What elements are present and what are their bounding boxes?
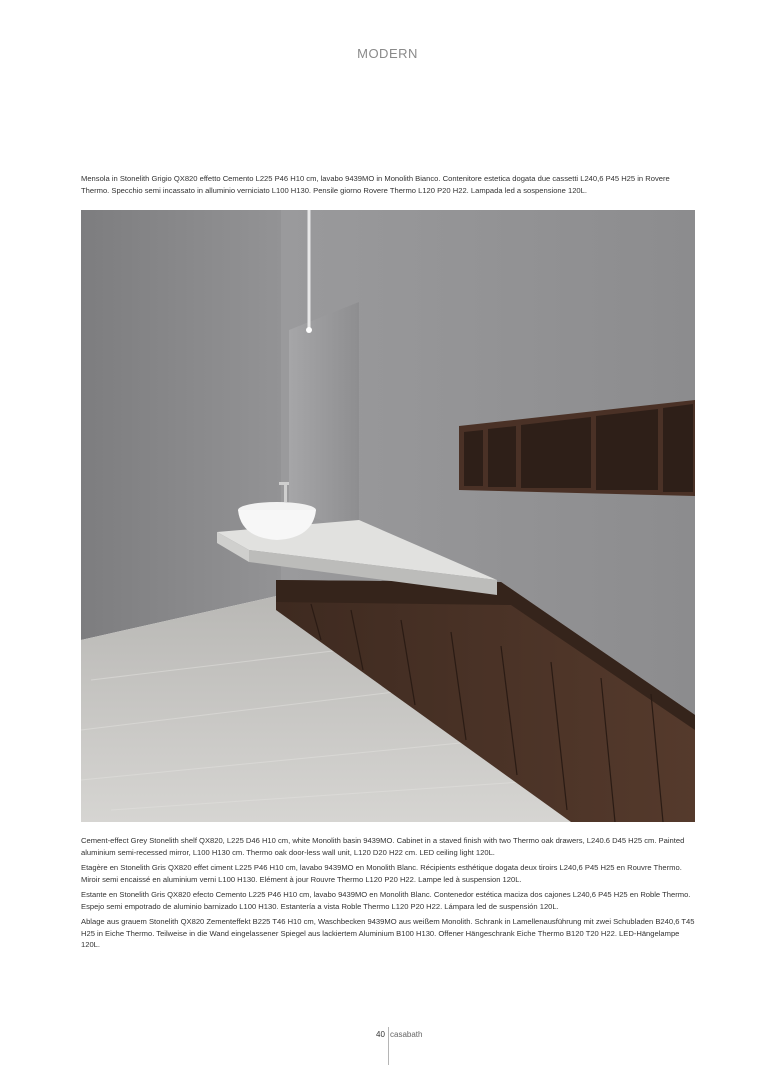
caption-spanish: Estante en Stonelith Gris QX820 efecto Cemento L225 P46 H10 cm, lavabo 9439MO en Monolith Blanc. Contenedor estética maciza dos cajones L240,6 P45 H25 en Roble Thermo. Espejo semi empotrado de aluminio barnizado L100 H130. Estantería a vista Roble Thermo L120 P20 H22. Lámpara led de suspensión 120L. bbox=[81, 890, 691, 911]
caption-english: Cement-effect Grey Stonelith shelf QX820, L225 D46 H10 cm, white Monolith basin 9439MO. Cabinet in a staved finish with two Thermo oak drawers, L240.6 D45 H25 cm. Painted aluminium semi-recessed mirror, L100 H130 cm. Thermo oak door-less wall unit, L120 D20 H22 cm. LED ceiling light 120L. bbox=[81, 836, 685, 857]
page-footer bbox=[0, 1027, 775, 1065]
caption-french: Etagère en Stonelith Gris QX820 effet ciment L225 P46 H10 cm, lavabo 9439MO en Monolith Blanc. Récipients esthétique dogata deux tiroirs L240,6 P45 H25 en Rouvre Thermo. Miroir semi encaissé en aluminium verni L100 H130. Elément à jour Rouvre Thermo L120 P20 H22. Lampe led à suspension 120L. bbox=[81, 863, 682, 884]
caption-german: Ablage aus grauem Stonelith QX820 Zementeffekt B225 T46 H10 cm, Waschbecken 9439MO aus weißem Monolith. Schrank in Lamellenausführung mit zwei Schubladen B240,6 T45 H25 in Eiche Thermo. Teilweise in die Wand eingelassener Spiegel aus lackiertem Aluminium B100 H130. Offener Hängeschrank Eiche Thermo B120 T20 H22. LED-Hängelampe 120L. bbox=[81, 917, 695, 949]
caption-italian: Mensola in Stonelith Grigio QX820 effetto Cemento L225 P46 H10 cm, lavabo 9439MO in Monolith Bianco. Contenitore estetica dogata due cassetti L240,6 P45 H25 in Rovere Thermo. Specchio semi incassato in alluminio verniciato L100 H130. Pensile giorno Rovere Thermo L120 P20 H22. Lampada led a sospensione 120L. bbox=[81, 174, 670, 195]
captions-multilingual bbox=[81, 835, 695, 955]
brand-name: casabath bbox=[390, 1030, 423, 1039]
bathroom-photo bbox=[81, 210, 695, 822]
page-number: 40 bbox=[376, 1030, 385, 1039]
section-title: MODERN bbox=[357, 46, 418, 61]
footer-divider bbox=[388, 1027, 389, 1065]
